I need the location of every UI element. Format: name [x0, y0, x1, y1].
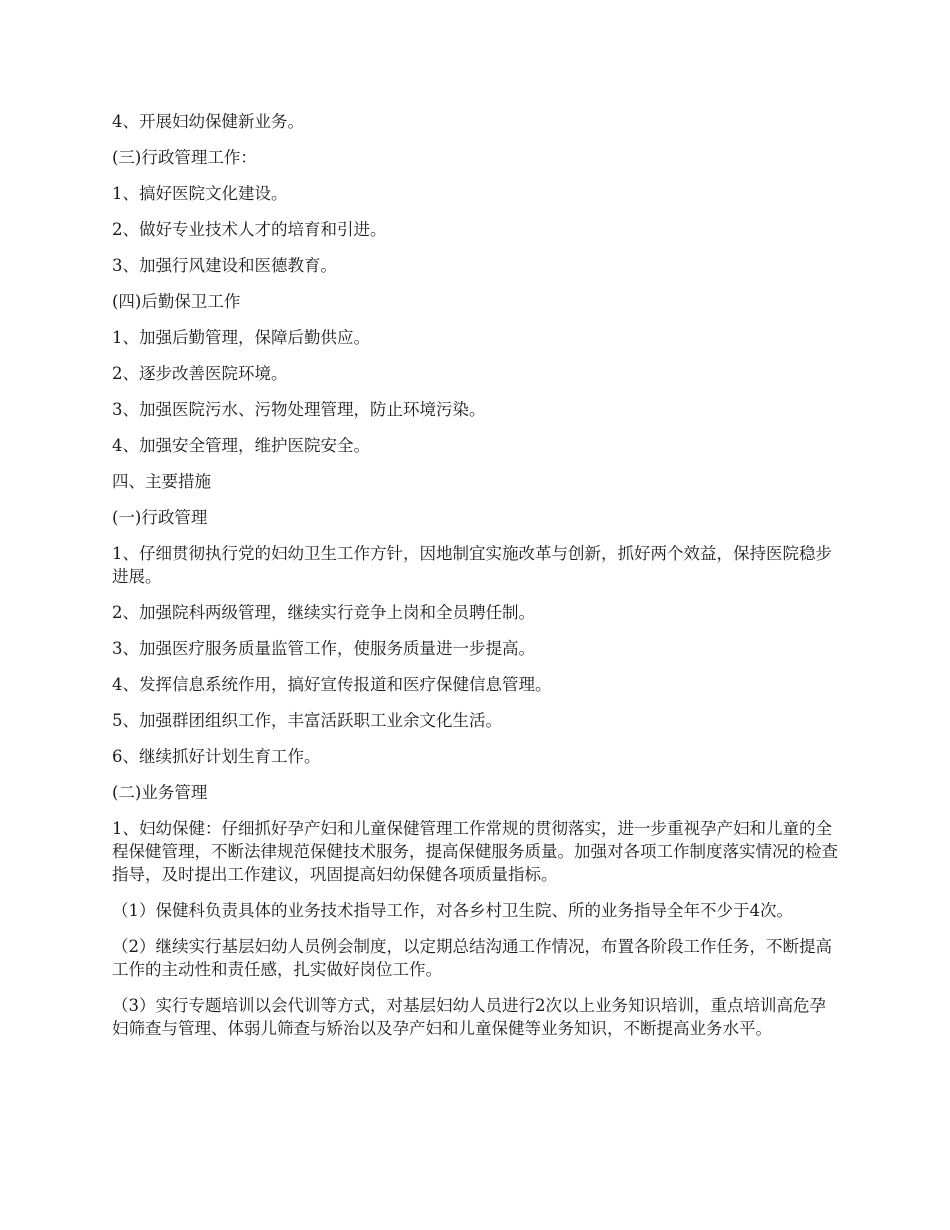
- paragraph: 2、逐步改善医院环境。: [112, 364, 288, 383]
- section-heading: (三)行政管理工作：: [112, 148, 257, 167]
- paragraph: 3、加强医疗服务质量监管工作，使服务质量进一步提高。: [112, 639, 535, 658]
- section-heading: (一)行政管理: [112, 508, 208, 527]
- paragraph: 4、发挥信息系统作用，搞好宣传报道和医疗保健信息管理。: [112, 675, 552, 694]
- section-heading: (四)后勤保卫工作: [112, 292, 241, 311]
- document-body: [112, 110, 840, 1053]
- paragraph: 1、加强后勤管理，保障后勤供应。: [112, 328, 370, 347]
- paragraph: 5、加强群团组织工作，丰富活跃职工业余文化生活。: [112, 711, 502, 730]
- paragraph: （1）保健科负责具体的业务技术指导工作，对各乡村卫生院、所的业务指导全年不少于4次。: [112, 901, 793, 920]
- paragraph: 4、开展妇幼保健新业务。: [112, 112, 304, 131]
- paragraph: （3）实行专题培训以会代训等方式，对基层妇幼人员进行2次以上业务知识培训，重点培训高危孕妇筛查与管理、体弱儿筛查与矫治以及孕产妇和儿童保健等业务知识，不断提高业务水平。: [112, 996, 826, 1038]
- paragraph: 1、搞好医院文化建设。: [112, 184, 288, 203]
- section-heading: (二)业务管理: [112, 783, 208, 802]
- chapter-heading: 四、主要措施: [112, 472, 211, 491]
- paragraph: 1、妇幼保健：仔细抓好孕产妇和儿童保健管理工作常规的贯彻落实，进一步重视孕产妇和儿童的全程保健管理，不断法律规范保健技术服务，提高保健服务质量。加强对各项工作制度落实情况的检查指导，及时提出工作建议，巩固提高妇幼保健各项质量指标。: [112, 819, 838, 884]
- paragraph: 3、加强医院污水、污物处理管理，防止环境污染。: [112, 400, 486, 419]
- paragraph: 4、加强安全管理，维护医院安全。: [112, 436, 370, 455]
- paragraph: 2、做好专业技术人才的培育和引进。: [112, 220, 387, 239]
- paragraph: 1、仔细贯彻执行党的妇幼卫生工作方针，因地制宜实施改革与创新，抓好两个效益，保持医院稳步进展。: [112, 544, 832, 586]
- paragraph: 2、加强院科两级管理，继续实行竞争上岗和全员聘任制。: [112, 603, 535, 622]
- paragraph: 6、继续抓好计划生育工作。: [112, 747, 321, 766]
- paragraph: （2）继续实行基层妇幼人员例会制度，以定期总结沟通工作情况，布置各阶段工作任务，不断提高工作的主动性和责任感，扎实做好岗位工作。: [112, 937, 832, 979]
- paragraph: 3、加强行风建设和医德教育。: [112, 256, 337, 275]
